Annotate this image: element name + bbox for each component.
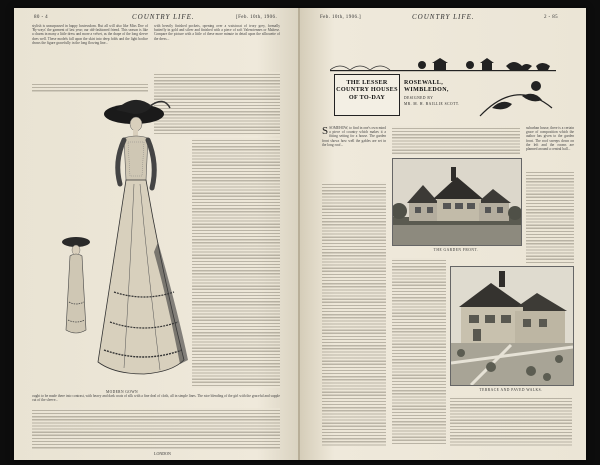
photo-terrace [450,266,574,386]
left-column-1-lines [32,82,148,92]
house-name: ROSEWALL, [404,80,444,86]
text-lines [526,170,574,264]
left-page [14,8,300,460]
right-running-head-title: COUNTRY LIFE. [412,13,475,21]
left-bottom-text [32,394,280,450]
photo-garden-front [392,158,522,246]
right-running-head-date: Feb. 10th, 1906.] [320,15,362,20]
left-column-1-text: stylish is unsurpassed in happy hostessdom. But all will also like Miss Doe of 'By-ways' the garment of last year; our old-fashioned friend. This season is like a charm in many a little dress and more a velvet, as the drape of the long sleeve does well. These models fall upon the skirt into deep folds and the light bodice draws the figure gracefully in the long flowing line... [32,24,148,45]
right-column-3-text: suburban house, there is a certain grace of composition which the author has given to the garden front. The roof sweeps down on the left and the rooms are planned around a central hall... [526,126,574,152]
left-bottom-paragraph: ought to be made there into contrast, with heavy and dark coats of silk with a fine deal of cloth, all in simple lines. The nice blending of the girl with the graceful and supple cut of the sleeve... [32,394,280,403]
photo2-caption: TERRACE AND PAVED WALKS. [479,388,543,392]
left-running-head-title: COUNTRY LIFE. [132,13,195,21]
text-lines [322,182,386,446]
text-lines [192,138,280,388]
text-lines [450,396,572,446]
left-column-1-top [32,24,148,82]
article-opening-text: SOMEHOW, to find in one's own mind a piece of country which makes it a fitting setting for a house. The garden front shows how well the gables are set in the long roof... [322,126,386,147]
text-lines [392,258,446,444]
banner-title-line3: OF TO-DAY [348,93,386,101]
left-running-head-folio: 80 - 4 [34,15,49,20]
right-bottom-text [450,396,572,446]
banner-ornament [476,68,556,120]
right-column-3 [526,126,574,264]
text-lines [32,408,280,450]
right-column-2-top [392,126,520,156]
banner-title-line1: THE LESSER [346,79,388,86]
banner-subtitle [404,80,474,106]
left-column-2-lower [192,138,280,388]
designed-by: DESIGNED BY [404,96,434,100]
right-column-2-lower [392,258,446,444]
fashion-illustration [54,92,194,388]
right-column-1 [322,126,386,446]
left-folio: LONDON [154,451,171,456]
right-column-1-text: SSOMEHOW, to find in one's own mind a piece of country which makes it a fitting setting for a house. The garden front shows how well the gables are set in the long roof... [322,126,386,147]
house-photo-1 [393,159,521,245]
house-photo-2 [451,267,573,385]
banner-title-line2: COUNTRY HOUSES [336,86,398,94]
architect-name: MR. M. H. BAILLIE SCOTT. [404,102,460,106]
left-column-2-text: with heavily finished pockets, opening over a waistcoat of ivory grey, formally butterfly in gold and silver and finished with a piece of soft Valenciennes or Maltese. Compare the picture with a little of these more minute in detail upon the silhouette of the dress... [154,24,280,41]
house-place: WIMBLEDON, [404,87,449,93]
text-lines [392,126,520,156]
article-banner [334,60,470,116]
photo1-caption: THE GARDEN FRONT. [433,248,479,252]
left-running-head-date: [Feb. 10th, 1906. [236,15,278,20]
figure-caption: MODERN GOWN [106,390,139,394]
banner-title-box [334,74,400,116]
text-lines [32,82,148,92]
right-running-head-folio: 2 - 85 [544,15,559,20]
magazine-spread [14,8,586,460]
right-page [300,8,586,460]
